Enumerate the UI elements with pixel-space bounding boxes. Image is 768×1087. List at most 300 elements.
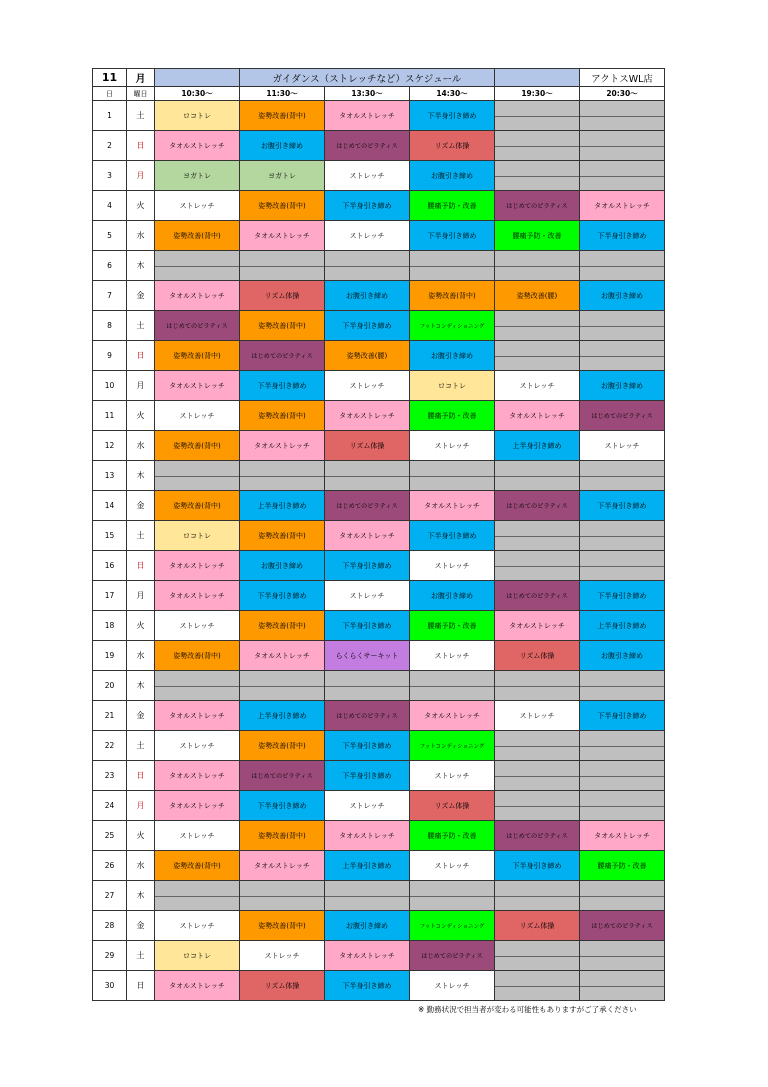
class-slot: 下半身引き締め — [580, 581, 665, 611]
table-row — [93, 641, 665, 671]
time-header: 10:30〜 — [155, 87, 240, 101]
class-slot: はじめてのピラティス — [495, 191, 580, 221]
class-slot: ストレッチ — [410, 851, 495, 881]
table-row — [93, 101, 665, 131]
day-number: 23 — [93, 761, 127, 791]
class-slot: タオルストレッチ — [240, 221, 325, 251]
slot-divider — [580, 476, 664, 477]
class-slot: はじめてのピラティス — [325, 491, 410, 521]
class-slot: 姿勢改善(背中) — [240, 101, 325, 131]
empty-slot — [580, 791, 665, 821]
table-row — [93, 731, 665, 761]
table-row — [93, 761, 665, 791]
weekday: 月 — [127, 581, 155, 611]
day-number: 5 — [93, 221, 127, 251]
slot-divider — [580, 746, 664, 747]
class-slot: 腰痛予防・改善 — [410, 611, 495, 641]
class-slot: 姿勢改善(腰) — [495, 281, 580, 311]
class-slot: リズム体操 — [325, 431, 410, 461]
class-slot: タオルストレッチ — [155, 791, 240, 821]
class-slot: お腹引き締め — [325, 911, 410, 941]
class-slot: 上半身引き締め — [240, 701, 325, 731]
class-slot: はじめてのピラティス — [410, 941, 495, 971]
class-slot: 下半身引き締め — [325, 191, 410, 221]
empty-slot — [240, 251, 325, 281]
slot-divider — [495, 986, 579, 987]
class-slot: お腹引き締め — [240, 551, 325, 581]
class-slot: お腹引き締め — [325, 281, 410, 311]
slot-divider — [580, 536, 664, 537]
table-row — [93, 191, 665, 221]
class-slot: タオルストレッチ — [155, 761, 240, 791]
slot-divider — [580, 116, 664, 117]
empty-slot — [325, 881, 410, 911]
class-slot: ヨガトレ — [155, 161, 240, 191]
class-slot: タオルストレッチ — [325, 401, 410, 431]
slot-divider — [580, 686, 664, 687]
class-slot: お腹引き締め — [580, 371, 665, 401]
empty-slot — [580, 461, 665, 491]
weekday: 水 — [127, 221, 155, 251]
day-number: 27 — [93, 881, 127, 911]
slot-divider — [155, 896, 239, 897]
class-slot: はじめてのピラティス — [325, 701, 410, 731]
class-slot: 下半身引き締め — [410, 221, 495, 251]
day-number: 21 — [93, 701, 127, 731]
day-number: 11 — [93, 401, 127, 431]
class-slot: 腰痛予防・改善 — [410, 191, 495, 221]
time-header: 11:30〜 — [240, 87, 325, 101]
empty-slot — [495, 311, 580, 341]
class-slot: 姿勢改善(背中) — [240, 611, 325, 641]
class-slot: 姿勢改善(背中) — [155, 491, 240, 521]
title-band-right — [495, 69, 580, 87]
class-slot: はじめてのピラティス — [495, 491, 580, 521]
class-slot: タオルストレッチ — [155, 281, 240, 311]
empty-slot — [495, 791, 580, 821]
class-slot: 腰痛予防・改善 — [410, 821, 495, 851]
class-slot: ストレッチ — [240, 941, 325, 971]
table-row — [93, 521, 665, 551]
class-slot: ストレッチ — [155, 731, 240, 761]
empty-slot — [580, 551, 665, 581]
slot-divider — [240, 896, 324, 897]
class-slot: ロコトレ — [155, 521, 240, 551]
class-slot: 姿勢改善(背中) — [240, 311, 325, 341]
class-slot: お腹引き締め — [410, 581, 495, 611]
time-header: 20:30〜 — [580, 87, 665, 101]
class-slot: 上半身引き締め — [325, 851, 410, 881]
class-slot: 下半身引き締め — [325, 311, 410, 341]
empty-slot — [580, 251, 665, 281]
weekday: 土 — [127, 731, 155, 761]
class-slot: タオルストレッチ — [240, 851, 325, 881]
class-slot: 姿勢改善(背中) — [240, 821, 325, 851]
slot-divider — [410, 896, 494, 897]
class-slot: ストレッチ — [155, 611, 240, 641]
class-slot: 下半身引き締め — [580, 701, 665, 731]
day-number: 22 — [93, 731, 127, 761]
class-slot: 下半身引き締め — [240, 791, 325, 821]
class-slot: タオルストレッチ — [325, 941, 410, 971]
class-slot: 姿勢改善(背中) — [155, 641, 240, 671]
day-number: 19 — [93, 641, 127, 671]
empty-slot — [495, 881, 580, 911]
table-row — [93, 461, 665, 491]
class-slot: ストレッチ — [495, 701, 580, 731]
slot-divider — [155, 476, 239, 477]
class-slot: 姿勢改善(背中) — [240, 191, 325, 221]
day-number: 24 — [93, 791, 127, 821]
class-slot: 下半身引き締め — [325, 761, 410, 791]
slot-divider — [325, 686, 409, 687]
table-row — [93, 431, 665, 461]
class-slot: お腹引き締め — [410, 341, 495, 371]
weekday: 金 — [127, 491, 155, 521]
day-number: 13 — [93, 461, 127, 491]
class-slot: タオルストレッチ — [580, 821, 665, 851]
table-row — [93, 251, 665, 281]
class-slot: お腹引き締め — [580, 281, 665, 311]
empty-slot — [495, 551, 580, 581]
empty-slot — [580, 731, 665, 761]
table-row — [93, 131, 665, 161]
class-slot: はじめてのピラティス — [580, 911, 665, 941]
table-row — [93, 581, 665, 611]
class-slot: 下半身引き締め — [580, 221, 665, 251]
day-number: 14 — [93, 491, 127, 521]
weekday: 金 — [127, 281, 155, 311]
empty-slot — [495, 941, 580, 971]
empty-slot — [495, 521, 580, 551]
weekday: 木 — [127, 671, 155, 701]
day-number: 7 — [93, 281, 127, 311]
weekday: 火 — [127, 611, 155, 641]
class-slot: ストレッチ — [155, 911, 240, 941]
class-slot: リズム体操 — [410, 791, 495, 821]
class-slot: タオルストレッチ — [495, 401, 580, 431]
class-slot: 姿勢改善(背中) — [240, 911, 325, 941]
slot-divider — [495, 746, 579, 747]
class-slot: 姿勢改善(背中) — [240, 521, 325, 551]
class-slot: ロコトレ — [155, 941, 240, 971]
slot-divider — [580, 956, 664, 957]
empty-slot — [495, 731, 580, 761]
empty-slot — [410, 881, 495, 911]
empty-slot — [495, 101, 580, 131]
class-slot: リズム体操 — [240, 281, 325, 311]
class-slot: リズム体操 — [495, 911, 580, 941]
table-row — [93, 701, 665, 731]
day-number: 4 — [93, 191, 127, 221]
empty-slot — [495, 671, 580, 701]
day-number: 12 — [93, 431, 127, 461]
class-slot: 姿勢改善(背中) — [240, 731, 325, 761]
class-slot: タオルストレッチ — [325, 821, 410, 851]
empty-slot — [495, 971, 580, 1001]
table-row — [93, 221, 665, 251]
slot-divider — [495, 806, 579, 807]
weekday: 日 — [127, 551, 155, 581]
time-header: 19:30〜 — [495, 87, 580, 101]
day-number: 18 — [93, 611, 127, 641]
empty-slot — [410, 461, 495, 491]
table-row — [93, 371, 665, 401]
day-number: 2 — [93, 131, 127, 161]
class-slot: タオルストレッチ — [155, 551, 240, 581]
title-band-left — [155, 69, 240, 87]
empty-slot — [155, 461, 240, 491]
class-slot: タオルストレッチ — [580, 191, 665, 221]
class-slot: 下半身引き締め — [240, 581, 325, 611]
day-number: 10 — [93, 371, 127, 401]
empty-slot — [495, 161, 580, 191]
class-slot: タオルストレッチ — [155, 581, 240, 611]
class-slot: 姿勢改善(腰) — [325, 341, 410, 371]
weekday: 日 — [127, 971, 155, 1001]
month-label: 月 — [127, 69, 155, 87]
table-row — [93, 881, 665, 911]
class-slot: リズム体操 — [240, 971, 325, 1001]
table-row — [93, 551, 665, 581]
empty-slot — [580, 101, 665, 131]
class-slot: リズム体操 — [410, 131, 495, 161]
class-slot: 姿勢改善(背中) — [240, 401, 325, 431]
class-slot: 上半身引き締め — [495, 431, 580, 461]
class-slot: ストレッチ — [325, 161, 410, 191]
day-number: 16 — [93, 551, 127, 581]
empty-slot — [580, 671, 665, 701]
empty-slot — [325, 461, 410, 491]
day-number: 1 — [93, 101, 127, 131]
slot-divider — [580, 896, 664, 897]
empty-slot — [325, 671, 410, 701]
slot-divider — [495, 536, 579, 537]
slot-divider — [325, 266, 409, 267]
table-row — [93, 491, 665, 521]
class-slot: タオルストレッチ — [240, 641, 325, 671]
class-slot: 下半身引き締め — [325, 551, 410, 581]
class-slot: ストレッチ — [325, 581, 410, 611]
class-slot: ストレッチ — [155, 821, 240, 851]
empty-slot — [580, 341, 665, 371]
empty-slot — [240, 881, 325, 911]
day-number: 20 — [93, 671, 127, 701]
class-slot: ストレッチ — [155, 401, 240, 431]
day-number: 3 — [93, 161, 127, 191]
slot-divider — [155, 266, 239, 267]
time-header: 13:30〜 — [325, 87, 410, 101]
slot-divider — [580, 326, 664, 327]
table-row — [93, 791, 665, 821]
class-slot: ストレッチ — [410, 431, 495, 461]
class-slot: お腹引き締め — [580, 641, 665, 671]
title-row — [93, 69, 665, 87]
class-slot: ヨガトレ — [240, 161, 325, 191]
class-slot: ストレッチ — [410, 761, 495, 791]
class-slot: らくらくサーキット — [325, 641, 410, 671]
class-slot: ストレッチ — [495, 371, 580, 401]
weekday: 火 — [127, 821, 155, 851]
class-slot: フットコンディショニング — [410, 731, 495, 761]
class-slot: 腰痛予防・改善 — [495, 221, 580, 251]
class-slot: ストレッチ — [325, 371, 410, 401]
class-slot: 上半身引き締め — [240, 491, 325, 521]
slot-divider — [495, 116, 579, 117]
empty-slot — [580, 941, 665, 971]
day-number: 29 — [93, 941, 127, 971]
weekday: 土 — [127, 311, 155, 341]
table-row — [93, 911, 665, 941]
weekday: 土 — [127, 941, 155, 971]
class-slot: はじめてのピラティス — [155, 311, 240, 341]
class-slot: ストレッチ — [325, 221, 410, 251]
class-slot: タオルストレッチ — [410, 491, 495, 521]
slot-divider — [325, 476, 409, 477]
weekday: 火 — [127, 401, 155, 431]
class-slot: ロコトレ — [410, 371, 495, 401]
empty-slot — [410, 251, 495, 281]
class-slot: タオルストレッチ — [495, 611, 580, 641]
weekday: 木 — [127, 251, 155, 281]
slot-divider — [580, 566, 664, 567]
weekday: 月 — [127, 791, 155, 821]
class-slot: 下半身引き締め — [325, 971, 410, 1001]
class-slot: タオルストレッチ — [155, 701, 240, 731]
class-slot: タオルストレッチ — [155, 371, 240, 401]
class-slot: 下半身引き締め — [580, 491, 665, 521]
class-slot: 下半身引き締め — [410, 101, 495, 131]
slot-divider — [580, 146, 664, 147]
class-slot: 姿勢改善(背中) — [155, 341, 240, 371]
empty-slot — [580, 521, 665, 551]
weekday: 月 — [127, 371, 155, 401]
class-slot: タオルストレッチ — [155, 131, 240, 161]
slot-divider — [495, 776, 579, 777]
day-number: 9 — [93, 341, 127, 371]
table-row — [93, 341, 665, 371]
class-slot: 姿勢改善(背中) — [155, 431, 240, 461]
weekday: 水 — [127, 641, 155, 671]
slot-divider — [495, 326, 579, 327]
slot-divider — [580, 776, 664, 777]
day-number: 17 — [93, 581, 127, 611]
weekday: 月 — [127, 161, 155, 191]
empty-slot — [155, 881, 240, 911]
weekday: 木 — [127, 461, 155, 491]
class-slot: 下半身引き締め — [240, 371, 325, 401]
slot-divider — [495, 686, 579, 687]
class-slot: はじめてのピラティス — [325, 131, 410, 161]
empty-slot — [495, 251, 580, 281]
class-slot: タオルストレッチ — [410, 701, 495, 731]
weekday: 日 — [127, 341, 155, 371]
class-slot: ストレッチ — [410, 641, 495, 671]
class-slot: はじめてのピラティス — [495, 581, 580, 611]
slot-divider — [240, 266, 324, 267]
slot-divider — [325, 896, 409, 897]
class-slot: はじめてのピラティス — [240, 341, 325, 371]
weekday-column-header: 曜日 — [127, 87, 155, 101]
slot-divider — [580, 266, 664, 267]
month-number: 11 — [93, 69, 127, 87]
class-slot: 上半身引き締め — [580, 611, 665, 641]
table-row — [93, 671, 665, 701]
empty-slot — [325, 251, 410, 281]
day-number: 6 — [93, 251, 127, 281]
slot-divider — [580, 356, 664, 357]
empty-slot — [495, 341, 580, 371]
empty-slot — [580, 131, 665, 161]
day-number: 8 — [93, 311, 127, 341]
empty-slot — [240, 671, 325, 701]
weekday: 日 — [127, 761, 155, 791]
slot-divider — [410, 266, 494, 267]
class-slot: ストレッチ — [325, 791, 410, 821]
empty-slot — [240, 461, 325, 491]
slot-divider — [495, 356, 579, 357]
schedule-table — [92, 68, 665, 1001]
slot-divider — [240, 686, 324, 687]
time-header-row — [93, 87, 665, 101]
empty-slot — [580, 881, 665, 911]
table-row — [93, 401, 665, 431]
class-slot: 下半身引き締め — [495, 851, 580, 881]
weekday: 日 — [127, 131, 155, 161]
day-number: 15 — [93, 521, 127, 551]
weekday: 木 — [127, 881, 155, 911]
slot-divider — [495, 266, 579, 267]
table-row — [93, 311, 665, 341]
class-slot: ストレッチ — [155, 191, 240, 221]
class-slot: 下半身引き締め — [410, 521, 495, 551]
class-slot: 姿勢改善(背中) — [410, 281, 495, 311]
empty-slot — [495, 131, 580, 161]
time-header: 14:30〜 — [410, 87, 495, 101]
class-slot: ストレッチ — [410, 971, 495, 1001]
class-slot: 姿勢改善(背中) — [155, 221, 240, 251]
slot-divider — [580, 986, 664, 987]
class-slot: はじめてのピラティス — [495, 821, 580, 851]
slot-divider — [240, 476, 324, 477]
class-slot: タオルストレッチ — [240, 431, 325, 461]
table-row — [93, 971, 665, 1001]
slot-divider — [495, 476, 579, 477]
class-slot: 姿勢改善(背中) — [155, 851, 240, 881]
class-slot: 腰痛予防・改善 — [410, 401, 495, 431]
class-slot: お腹引き締め — [240, 131, 325, 161]
slot-divider — [155, 686, 239, 687]
empty-slot — [580, 761, 665, 791]
empty-slot — [495, 761, 580, 791]
class-slot: リズム体操 — [495, 641, 580, 671]
empty-slot — [580, 971, 665, 1001]
class-slot: 下半身引き締め — [325, 731, 410, 761]
weekday: 金 — [127, 911, 155, 941]
class-slot: フットコンディショニング — [410, 911, 495, 941]
slot-divider — [495, 956, 579, 957]
slot-divider — [410, 686, 494, 687]
slot-divider — [410, 476, 494, 477]
weekday: 金 — [127, 701, 155, 731]
class-slot: 下半身引き締め — [325, 611, 410, 641]
class-slot: ストレッチ — [410, 551, 495, 581]
table-row — [93, 161, 665, 191]
slot-divider — [580, 176, 664, 177]
class-slot: ストレッチ — [580, 431, 665, 461]
class-slot: フットコンディショニング — [410, 311, 495, 341]
day-number: 28 — [93, 911, 127, 941]
